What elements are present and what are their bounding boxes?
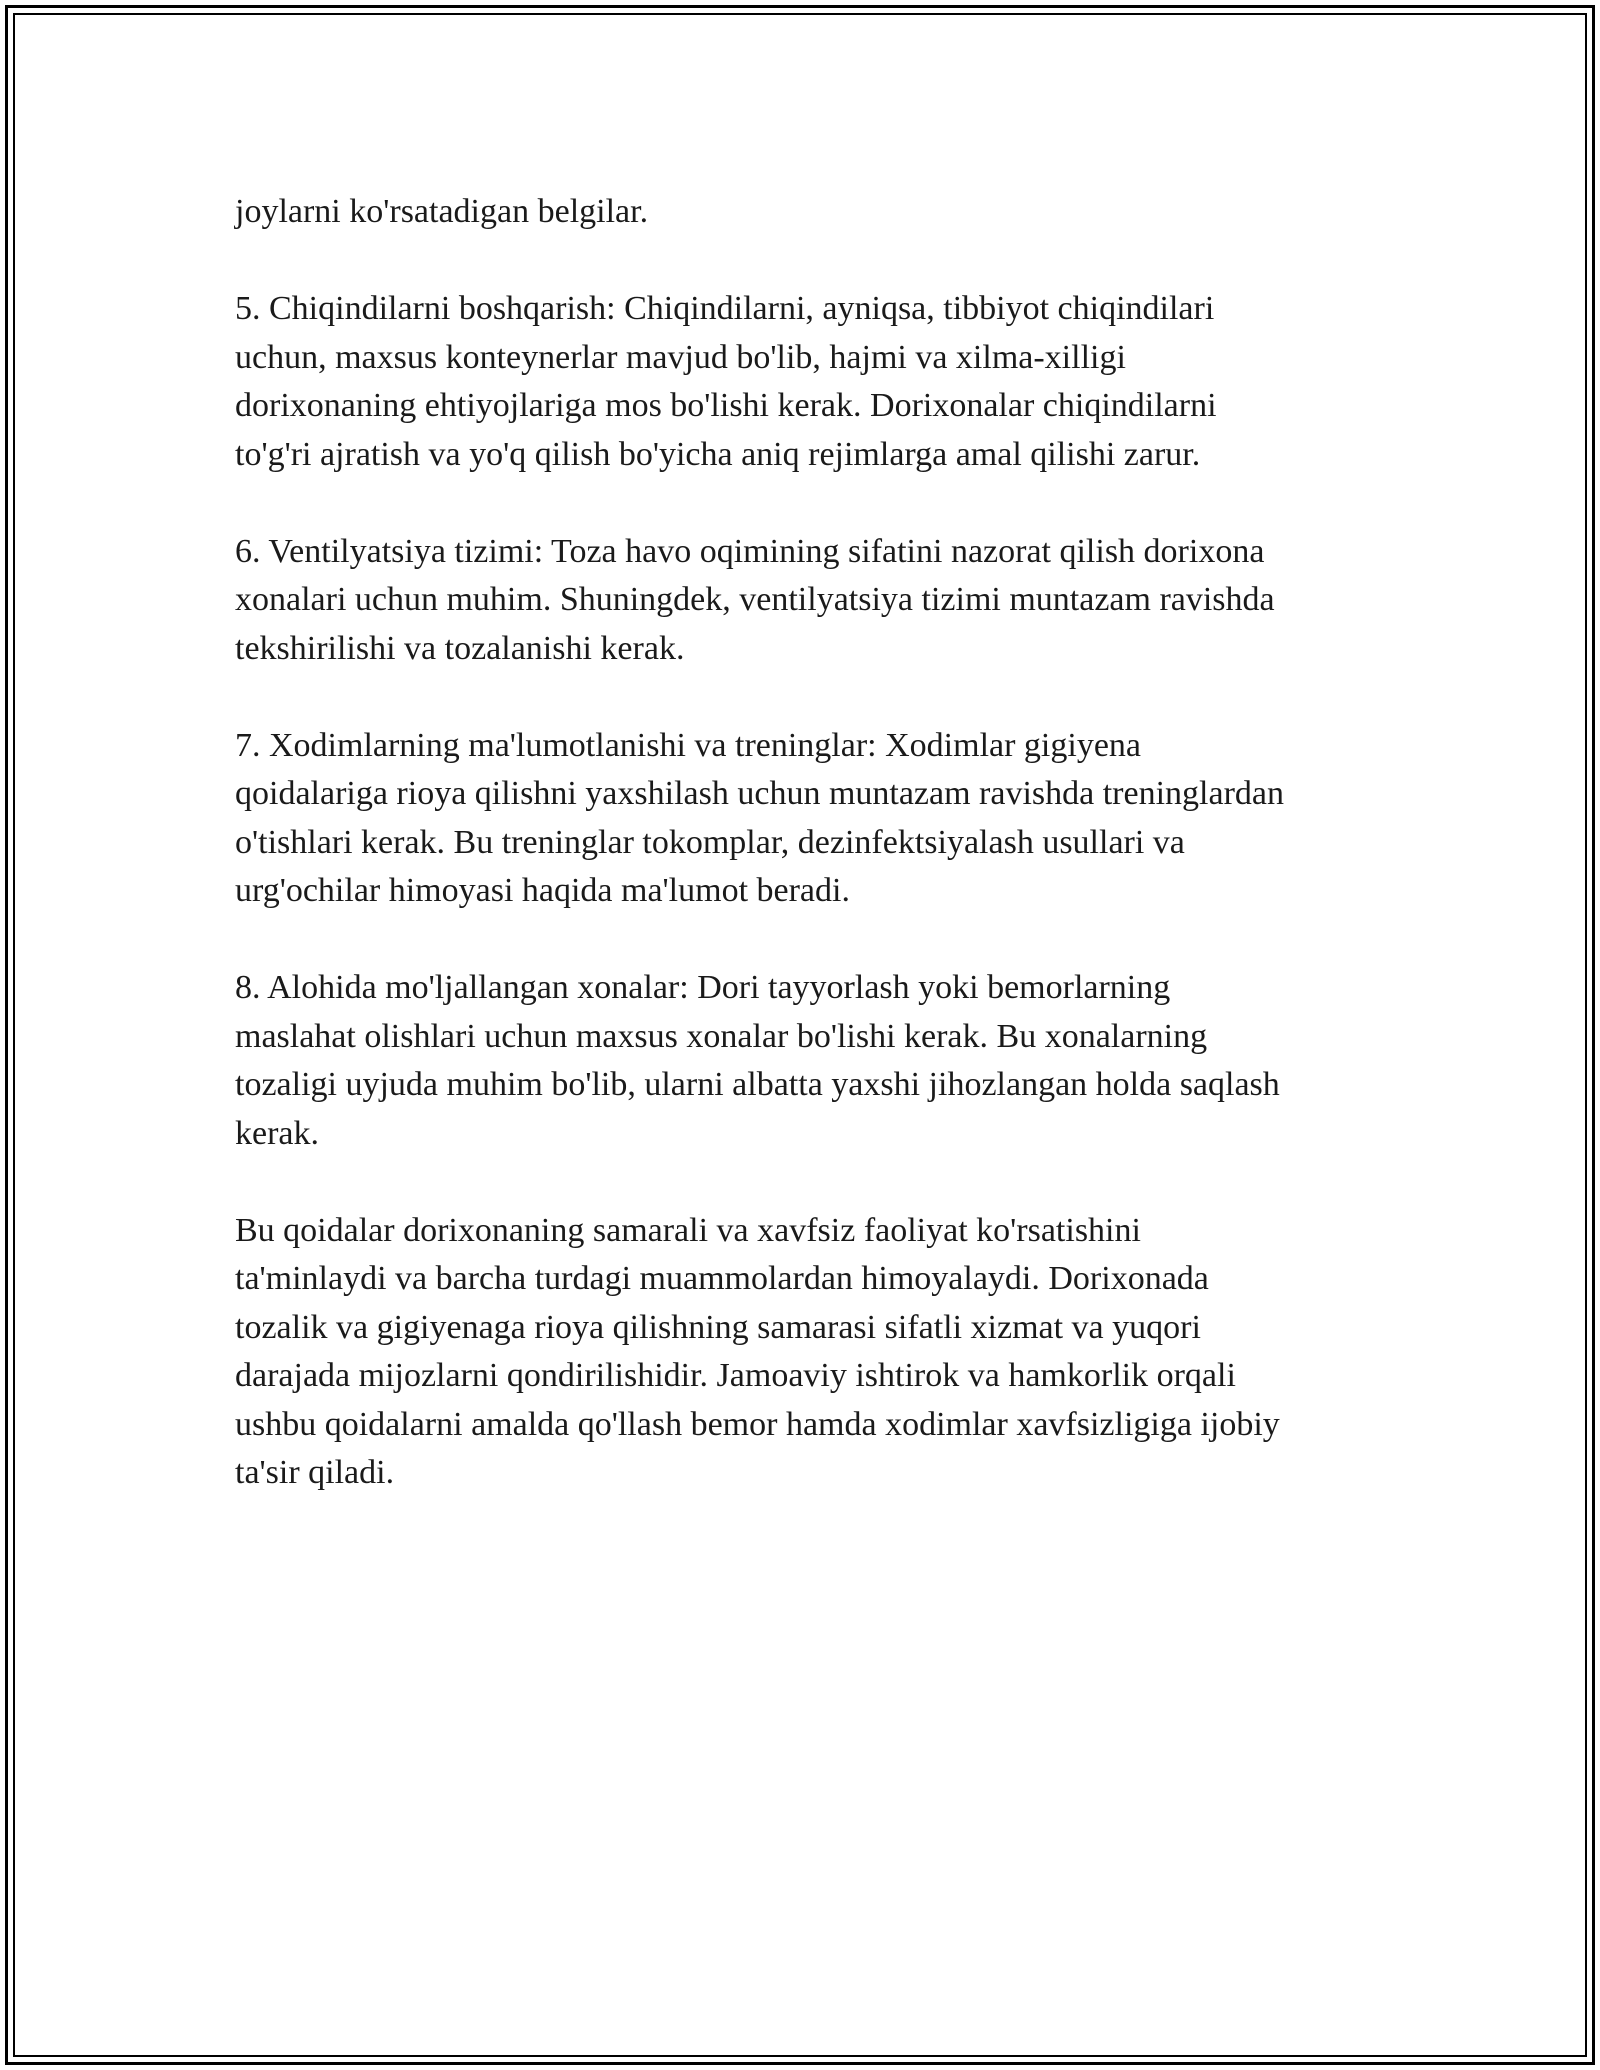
paragraph-dedicated-rooms: 8. Alohida mo'ljallangan xonalar: Dori tayyorlash yoki bemorlarning maslahat olishlari uchun maxsus xonalar bo'lishi kerak. Bu xonalarning tozaligi uyjuda muhim bo'lib, ularni albatta yaxshi jihozlangan holda saqlash kerak. (235, 969, 1280, 1152)
paragraph-waste-management: 5. Chiqindilarni boshqarish: Chiqindilarni, ayniqsa, tibbiyot chiqindilari uchun, maxsus konteynerlar mavjud bo'lib, hajmi va xilma-xilligi dorixonaning ehtiyojlariga mos bo'lishi kerak. Dorixonalar chiqindilarni to'g'ri ajratish va yo'q qilish bo'yicha aniq rejimlarga amal qilishi zarur. (235, 290, 1217, 473)
paragraph-ventilation-system: 6. Ventilyatsiya tizimi: Toza havo oqimining sifatini nazorat qilish dorixona xonalari uchun muhim. Shuningdek, ventilyatsiya tizimi muntazam ravishda tekshirilishi va tozalanishi kerak. (235, 532, 1275, 667)
paragraph-continuation: joylarni ko'rsatadigan belgilar. (235, 193, 649, 230)
paragraph-conclusion: Bu qoidalar dorixonaning samarali va xavfsiz faoliyat ko'rsatishini ta'minlaydi va barcha turdagi muammolardan himoyalaydi. Dorixonada tozalik va gigiyenaga rioya qilishning samarasi sifatli xizmat va yuqori darajada mijozlarni qondirilishidir. Jamoaviy ishtirok va hamkorlik orqali ushbu qoidalarni amalda qo'llash bemor hamda xodimlar xavfsizligiga ijobiy ta'sir qiladi. (235, 1211, 1280, 1491)
document-body (235, 188, 1375, 1498)
paragraph-staff-training: 7. Xodimlarning ma'lumotlanishi va treninglar: Xodimlar gigiyena qoidalariga rioya qilishni yaxshilash uchun muntazam ravishda treninglardan o'tishlari kerak. Bu treninglar tokomplar, dezinfektsiyalash usullari va urg'ochilar himoyasi haqida ma'lumot beradi. (235, 726, 1284, 909)
